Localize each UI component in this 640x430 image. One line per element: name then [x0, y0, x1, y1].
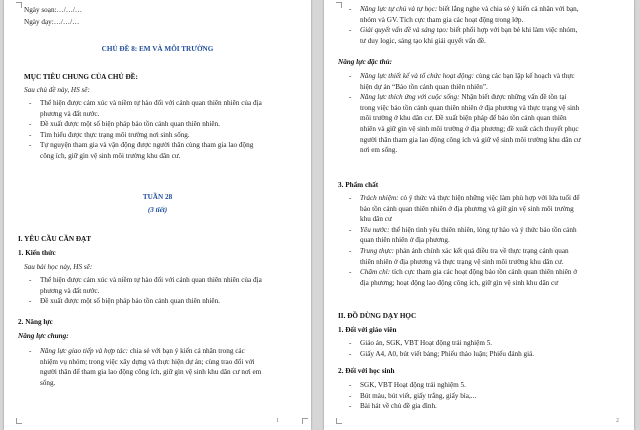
- ability-item: tư duy logic, sáng tạo khi giải quyết vấn đề.: [360, 36, 486, 45]
- dash-bullet: -: [29, 130, 32, 139]
- goal-list: [24, 98, 304, 162]
- special-ability-item-label: Năng lực thiết kế và tổ chức hoạt động:: [360, 72, 475, 80]
- knowledge-item: [24, 296, 304, 307]
- equipment-heading: II. ĐỒ DÙNG DẠY HỌC: [338, 312, 417, 320]
- date-teach: Ngày dạy:…/…/…: [24, 18, 80, 26]
- dash-bullet: -: [349, 402, 352, 411]
- margin-mark: [336, 418, 342, 424]
- knowledge-list: [24, 275, 304, 307]
- teacher-item-text: Giáo án, SGK, VBT Hoạt động trải nghiệm 5.: [360, 339, 493, 347]
- student-item-text: Bài hát về chủ đề gia đình.: [360, 402, 437, 411]
- quality-list: [344, 193, 629, 288]
- special-ability-heading: Năng lực đặc thù:: [338, 58, 393, 66]
- student-heading: 2. Đối với học sinh: [338, 367, 395, 375]
- general-item-text: người thân để tham gia lao động công ích, giữ gìn vệ sinh khu dân cư nơi em: [40, 368, 262, 377]
- margin-mark: [16, 2, 22, 8]
- dash-bullet: -: [349, 246, 352, 255]
- dash-bullet: -: [29, 99, 32, 107]
- dash-bullet: -: [29, 141, 32, 150]
- dash-bullet: -: [349, 5, 352, 13]
- special-ability-item: [344, 92, 629, 103]
- goal-intro: Sau chủ đề này, HS sẽ:: [24, 86, 90, 94]
- student-item-text: SGK, VBT Hoạt động trải nghiệm 5.: [360, 381, 466, 389]
- general-item-label: Năng lực giao tiếp và hợp tác:: [40, 347, 129, 355]
- teacher-heading: 1. Đối với giáo viên: [338, 326, 397, 334]
- quality-item-text: có ý thức và thực hiện những việc làm phù hợp với lứa tuổi để: [398, 194, 580, 202]
- quality-item-label: Trung thực:: [360, 246, 395, 255]
- student-item: [344, 401, 629, 412]
- dash-bullet: -: [349, 72, 352, 80]
- ability-item-label: Năng lực tự chủ và tự học:: [360, 5, 438, 13]
- dash-bullet: -: [349, 349, 352, 358]
- quality-item: địa phương; hoạt động lao động công ích, giữ gìn vệ sinh khu dân cư: [360, 278, 559, 287]
- goal-item: [24, 130, 304, 141]
- special-ability-list: [344, 71, 629, 156]
- date-prepare: Ngày soạn:…/…/…: [24, 6, 83, 14]
- ability-item-label: Giải quyết vấn đề và sáng tạo:: [360, 26, 449, 35]
- goal-item: [24, 98, 304, 109]
- special-ability-item-text: cùng các bạn lập kế hoạch và thực: [474, 72, 575, 80]
- dash-bullet: -: [349, 26, 352, 35]
- teacher-item: [344, 338, 629, 349]
- quality-item: [344, 225, 629, 236]
- special-ability-item: môi trường ở khu dân cư. Đề xuất biện pháp để bảo tồn cảnh quan thiên: [360, 114, 567, 123]
- goal-item: phương và đất nước.: [40, 109, 100, 118]
- general-item-text: sống.: [40, 378, 56, 387]
- quality-item: bảo tồn cảnh quan thiên nhiên ở địa phương và giữ gìn vệ sinh môi trường: [360, 204, 574, 213]
- knowledge-item-text: Đề xuất được một số biện pháp bảo tồn cảnh quan thiên nhiên.: [40, 297, 220, 306]
- ability-item: [344, 25, 629, 36]
- week-title: TUẦN 28: [142, 193, 173, 201]
- special-ability-item: hiện dự án “Bảo tồn cảnh quan thiên nhiên”.: [360, 82, 488, 91]
- ability-item-text: biết lắng nghe và chia sẻ ý kiến cá nhân với bạn,: [437, 5, 579, 13]
- page-number: 2: [616, 418, 619, 424]
- teacher-item-text: Giấy A4, A0, bút viết bảng; Phiếu thảo luận; Phiếu đánh giá.: [360, 349, 535, 358]
- general-item-text: nhiệm vụ nhóm; trong việc xây dựng và thực hiện dự án; cùng trao đổi với: [40, 357, 255, 366]
- goal-item: [24, 119, 304, 130]
- quality-item: [344, 246, 629, 257]
- knowledge-heading: 1. Kiến thức: [18, 249, 56, 257]
- margin-mark: [336, 2, 342, 8]
- dash-bullet: -: [349, 339, 352, 347]
- teacher-list: [344, 338, 629, 359]
- special-ability-item: nơi em sống.: [360, 146, 398, 155]
- knowledge-item: [24, 275, 304, 286]
- quality-item: quan thiên nhiên ở địa phương.: [360, 236, 450, 245]
- quality-item-label: Trách nhiệm:: [360, 194, 399, 202]
- topic-title: CHỦ ĐỀ 8: EM VÀ MÔI TRƯỜNG: [101, 45, 214, 53]
- quality-item: [344, 193, 629, 204]
- week-subtitle: (3 tiết): [147, 206, 168, 214]
- page-number: 1: [276, 418, 279, 424]
- general-ability-heading: Năng lực chung:: [18, 332, 69, 340]
- goal-item-text: Đề xuất được một số biện pháp bảo tồn cảnh quan thiên nhiên.: [40, 120, 220, 129]
- quality-item: thiên nhiên ở địa phương và thực trạng vệ sinh môi trường khu dân cư.: [360, 257, 564, 266]
- special-ability-item-label: Năng lực thích ứng với cuộc sống:: [360, 93, 460, 102]
- knowledge-item: phương và đất nước.: [40, 286, 100, 295]
- quality-item-text: phản ánh chính xác kết quả điều tra về thực trạng cảnh quan: [394, 246, 569, 255]
- requirements-heading: I. YÊU CẦU CẦN ĐẠT: [18, 235, 92, 243]
- margin-mark: [302, 418, 308, 424]
- dash-bullet: -: [29, 297, 32, 306]
- goal-item-text: Tìm hiểu được thực trạng môi trường nơi sinh sống.: [40, 130, 190, 139]
- goal-item-text: Thể hiện được cảm xúc và niềm tự hào đối với cảnh quan thiên nhiên của địa: [40, 99, 262, 107]
- goal-heading: MỤC TIÊU CHUNG CỦA CHỦ ĐỀ:: [24, 73, 138, 81]
- dash-bullet: -: [349, 391, 352, 400]
- dash-bullet: -: [349, 381, 352, 389]
- quality-item: [344, 267, 629, 278]
- quality-heading: 3. Phẩm chất: [338, 181, 379, 189]
- general-ability-item: - Năng lực giao tiếp và hợp tác: chia sẻ với bạn ý kiến cá nhân trong các nhiệm vụ nhóm; trong việc xây dựng và thực hiện dự án; cùng trao đổi với người thân để tham gia lao động công ích, giữ gìn vệ sinh khu dân cư nơi em sống.: [24, 346, 304, 388]
- dash-bullet: -: [29, 120, 32, 129]
- dash-bullet: -: [349, 225, 352, 234]
- special-ability-item: người thân tham gia lao động công ích và giữ vệ sinh môi trường khu dân cư: [360, 135, 581, 144]
- goal-item: [24, 140, 304, 151]
- margin-mark: [16, 418, 22, 424]
- dash-bullet: -: [349, 93, 352, 102]
- dash-bullet: -: [29, 276, 32, 284]
- document-page-2: [324, 0, 634, 430]
- quality-item-label: Yêu nước:: [360, 225, 390, 234]
- quality-item-label: Chăm chỉ:: [360, 268, 391, 277]
- student-item: [344, 391, 629, 402]
- special-ability-item: [344, 71, 629, 82]
- quality-item-text: tích cực tham gia các hoạt động bảo tồn cảnh quan thiên nhiên ở: [390, 268, 578, 277]
- quality-item-text: thể hiện tình yêu thiên nhiên, lòng tự hào và ý thức bảo tồn cảnh: [389, 225, 577, 234]
- quality-item: khu dân cư: [360, 215, 392, 224]
- ability-item-text: biết phối hợp với bạn bè khi làm việc nhóm,: [448, 26, 578, 35]
- dash-bullet: -: [349, 194, 352, 202]
- knowledge-intro: Sau bài học này, HS sẽ:: [24, 263, 93, 271]
- general-item-text: chia sẻ với bạn ý kiến cá nhân trong các: [128, 347, 245, 355]
- ability-item: [344, 4, 629, 15]
- special-ability-item: nhiên và giữ gìn vệ sinh môi trường ở địa phương; đề xuất cách thuyết phục: [360, 124, 579, 133]
- student-item: [344, 380, 629, 391]
- teacher-item: [344, 349, 629, 360]
- knowledge-item-text: Thể hiện được cảm xúc và niềm tự hào đối với cảnh quan thiên nhiên của địa: [40, 276, 262, 284]
- goal-item-text: Tự nguyện tham gia và vận động được người thân cùng tham gia lao động: [40, 141, 254, 150]
- ability-item: nhóm và GV. Tích cực tham gia các hoạt động trong lớp.: [360, 15, 524, 24]
- document-page-1: [4, 0, 311, 430]
- special-ability-item: trong việc bảo tồn cảnh quan thiên nhiên ở địa phương và thực trạng vệ sinh: [360, 103, 580, 112]
- dash-bullet: -: [349, 268, 352, 277]
- goal-item: công ích, giữ gìn vệ sinh môi trường khu dân cư.: [40, 151, 181, 160]
- student-item-text: Bút màu, bút viết, giấy trắng, giấy bìa,...: [360, 391, 477, 400]
- ability-continued-list: [344, 4, 629, 46]
- ability-heading: 2. Năng lực: [18, 318, 53, 326]
- student-list: [344, 380, 629, 412]
- special-ability-item-text: Nhận biết được những vấn đề tồn tại: [459, 93, 567, 102]
